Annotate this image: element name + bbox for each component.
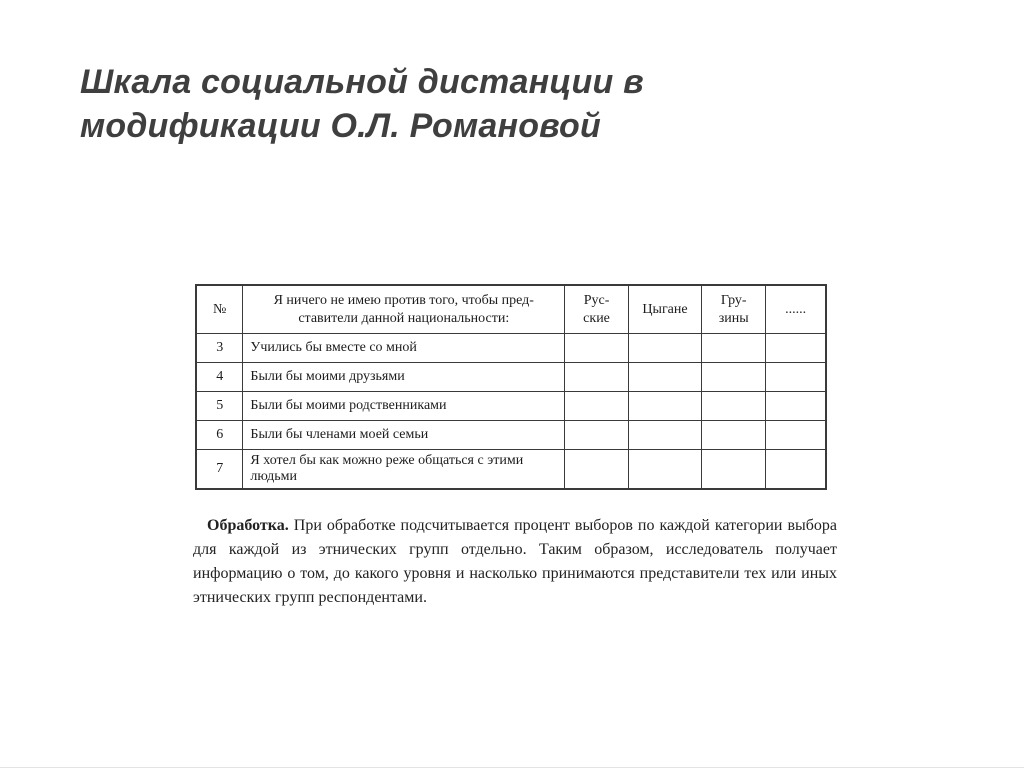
answer-cell — [628, 421, 701, 450]
slide-title-line2: модификации О.Л. Романовой — [80, 107, 601, 145]
row-number: 5 — [196, 392, 243, 421]
answer-cell — [628, 392, 701, 421]
row-number: 6 — [196, 421, 243, 450]
table-row — [196, 392, 826, 421]
answer-cell — [702, 450, 766, 490]
answer-cell — [565, 363, 629, 392]
answer-cell — [702, 392, 766, 421]
answer-cell — [766, 363, 826, 392]
table-body — [196, 334, 826, 490]
header-row — [196, 285, 826, 334]
table-header — [196, 285, 826, 334]
slide-title — [80, 60, 840, 148]
row-text: Были бы членами моей семьи — [243, 421, 565, 450]
answer-cell — [702, 363, 766, 392]
table-row — [196, 450, 826, 490]
processing-note-text: При обработке подсчитывается процент выборов по каждой категории выбора для каждой из этнических групп отдельно. Таким образом, исследователь получает информацию о том, до какого уровня и насколько принимаются представители тех или иных этнических групп респондентами. — [193, 517, 838, 606]
answer-cell — [702, 421, 766, 450]
table-row — [196, 334, 826, 363]
scanned-table-block — [195, 284, 827, 490]
answer-cell — [628, 334, 701, 363]
answer-cell — [565, 450, 629, 490]
row-text: Учились бы вместе со мной — [243, 334, 565, 363]
answer-cell — [628, 363, 701, 392]
answer-cell — [565, 334, 629, 363]
social-distance-table — [195, 284, 827, 490]
header-description: Я ничего не имею против того, чтобы пред- ставители данной национальности: — [243, 285, 565, 334]
row-text: Были бы моими друзьями — [243, 363, 565, 392]
answer-cell — [766, 421, 826, 450]
row-number: 7 — [196, 450, 243, 490]
answer-cell — [565, 392, 629, 421]
processing-note-lead: Обработка. — [207, 517, 289, 534]
header-ellipsis: ...... — [766, 285, 826, 334]
header-georgians: Гру- зины — [702, 285, 766, 334]
answer-cell — [766, 334, 826, 363]
header-russians: Рус- ские — [565, 285, 629, 334]
answer-cell — [766, 450, 826, 490]
header-gypsies: Цыгане — [628, 285, 701, 334]
processing-note — [193, 514, 837, 610]
row-text: Я хотел бы как можно реже общаться с этими людьми — [243, 450, 565, 490]
table-row — [196, 363, 826, 392]
answer-cell — [628, 450, 701, 490]
answer-cell — [565, 421, 629, 450]
row-number: 3 — [196, 334, 243, 363]
table-row — [196, 421, 826, 450]
slide-title-line1: Шкала социальной дистанции в — [80, 63, 644, 101]
answer-cell — [766, 392, 826, 421]
answer-cell — [702, 334, 766, 363]
header-number: № — [196, 285, 243, 334]
row-number: 4 — [196, 363, 243, 392]
row-text: Были бы моими родственниками — [243, 392, 565, 421]
